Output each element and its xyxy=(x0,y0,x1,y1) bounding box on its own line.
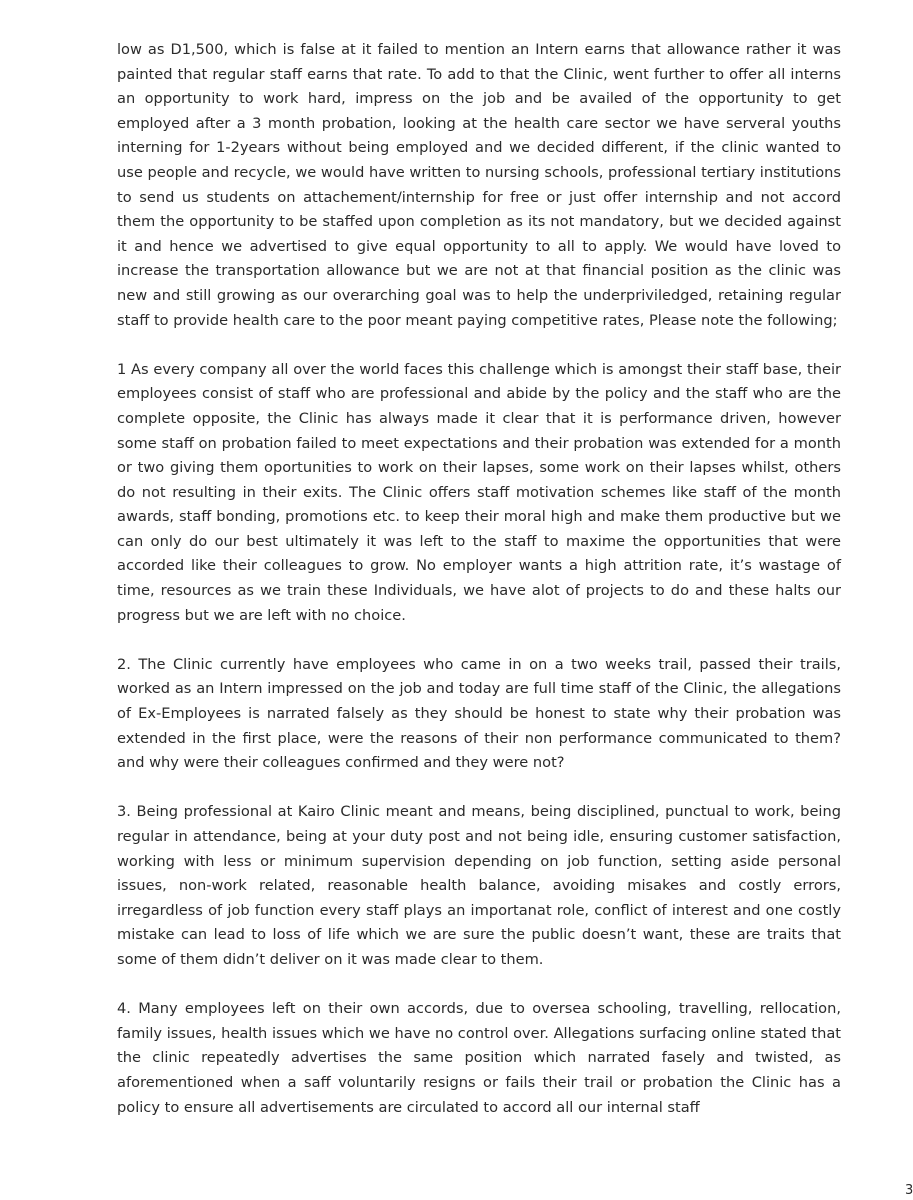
page-number: 3 xyxy=(905,1183,913,1198)
paragraph-point-3: 3. Being professional at Kairo Clinic meant and means, being disciplined, punctual to work, being regular in attendance, being at your duty post and not being idle, ensuring customer satisfaction, working with less or minimum supervision depending on job function, setting aside personal issues, non-work related, reasonable health balance, avoiding misakes and costly errors, irregardless of job function every staff plays an importanat role, conflict of interest and one costly mistake can lead to loss of life which we are sure the public doesn’t want, these are traits that some of them didn’t deliver on it was made clear to them. xyxy=(117,803,841,968)
document-body xyxy=(117,38,841,1145)
paragraph-point-1: 1 As every company all over the world faces this challenge which is amongst their staff base, their employees consist of staff who are professional and abide by the policy and the staff who are the complete opposite, the Clinic has always made it clear that it is performance driven, however some staff on probation failed to meet expectations and their probation was extended for a month or two giving them oportunities to work on their lapses, some work on their lapses whilst, others do not resulting in their exits. The Clinic offers staff motivation schemes like staff of the month awards, staff bonding, promotions etc. to keep their moral high and make them productive but we can only do our best ultimately it was left to the staff to maxime the opportunities that were accorded like their colleagues to grow. No employer wants a high attrition rate, it’s wastage of time, resources as we train these Individuals, we have alot of projects to do and these halts our progress but we are left with no choice. xyxy=(117,360,841,624)
paragraph-point-2: 2. The Clinic currently have employees who came in on a two weeks trail, passed their trails, worked as an Intern impressed on the job and today are full time staff of the Clinic, the allegations of Ex-Employees is narrated falsely as they should be honest to state why their probation was extended in the first place, were the reasons of their non performance communicated to them? and why were their colleagues confirmed and they were not? xyxy=(117,655,841,772)
paragraph-point-4: 4. Many employees left on their own accords, due to oversea schooling, travelling, rellocation, family issues, health issues which we have no control over. Allegations surfacing online stated that the clinic repeatedly advertises the same position which narrated fasely and twisted, as aforementioned when a saff voluntarily resigns or fails their trail or probation the Clinic has a policy to ensure all advertisements are circulated to accord all our internal staff xyxy=(117,1000,841,1116)
paragraph-intro: low as D1,500, which is false at it failed to mention an Intern earns that allowance rather it was painted that regular staff earns that rate. To add to that the Clinic, went further to offer all interns an opportunity to work hard, impress on the job and be availed of the opportunity to get employed after a 3 month probation, looking at the health care sector we have serveral youths interning for 1-2years without being employed and we decided different, if the clinic wanted to use people and recycle, we would have written to nursing schools, professional tertiary institutions to send us students on attachement/internship for free or just offer internship and not accord them the opportunity to be staffed upon completion as its not mandatory, but we decided against it and hence we advertised to give equal opportunity to all to apply. We would have loved to increase the transportation allowance but we are not at that financial position as the clinic was new and still growing as our overarching goal was to help the underpriviledged, retaining regular staff to provide health care to the poor meant paying competitive rates, Please note the following; xyxy=(117,41,841,329)
